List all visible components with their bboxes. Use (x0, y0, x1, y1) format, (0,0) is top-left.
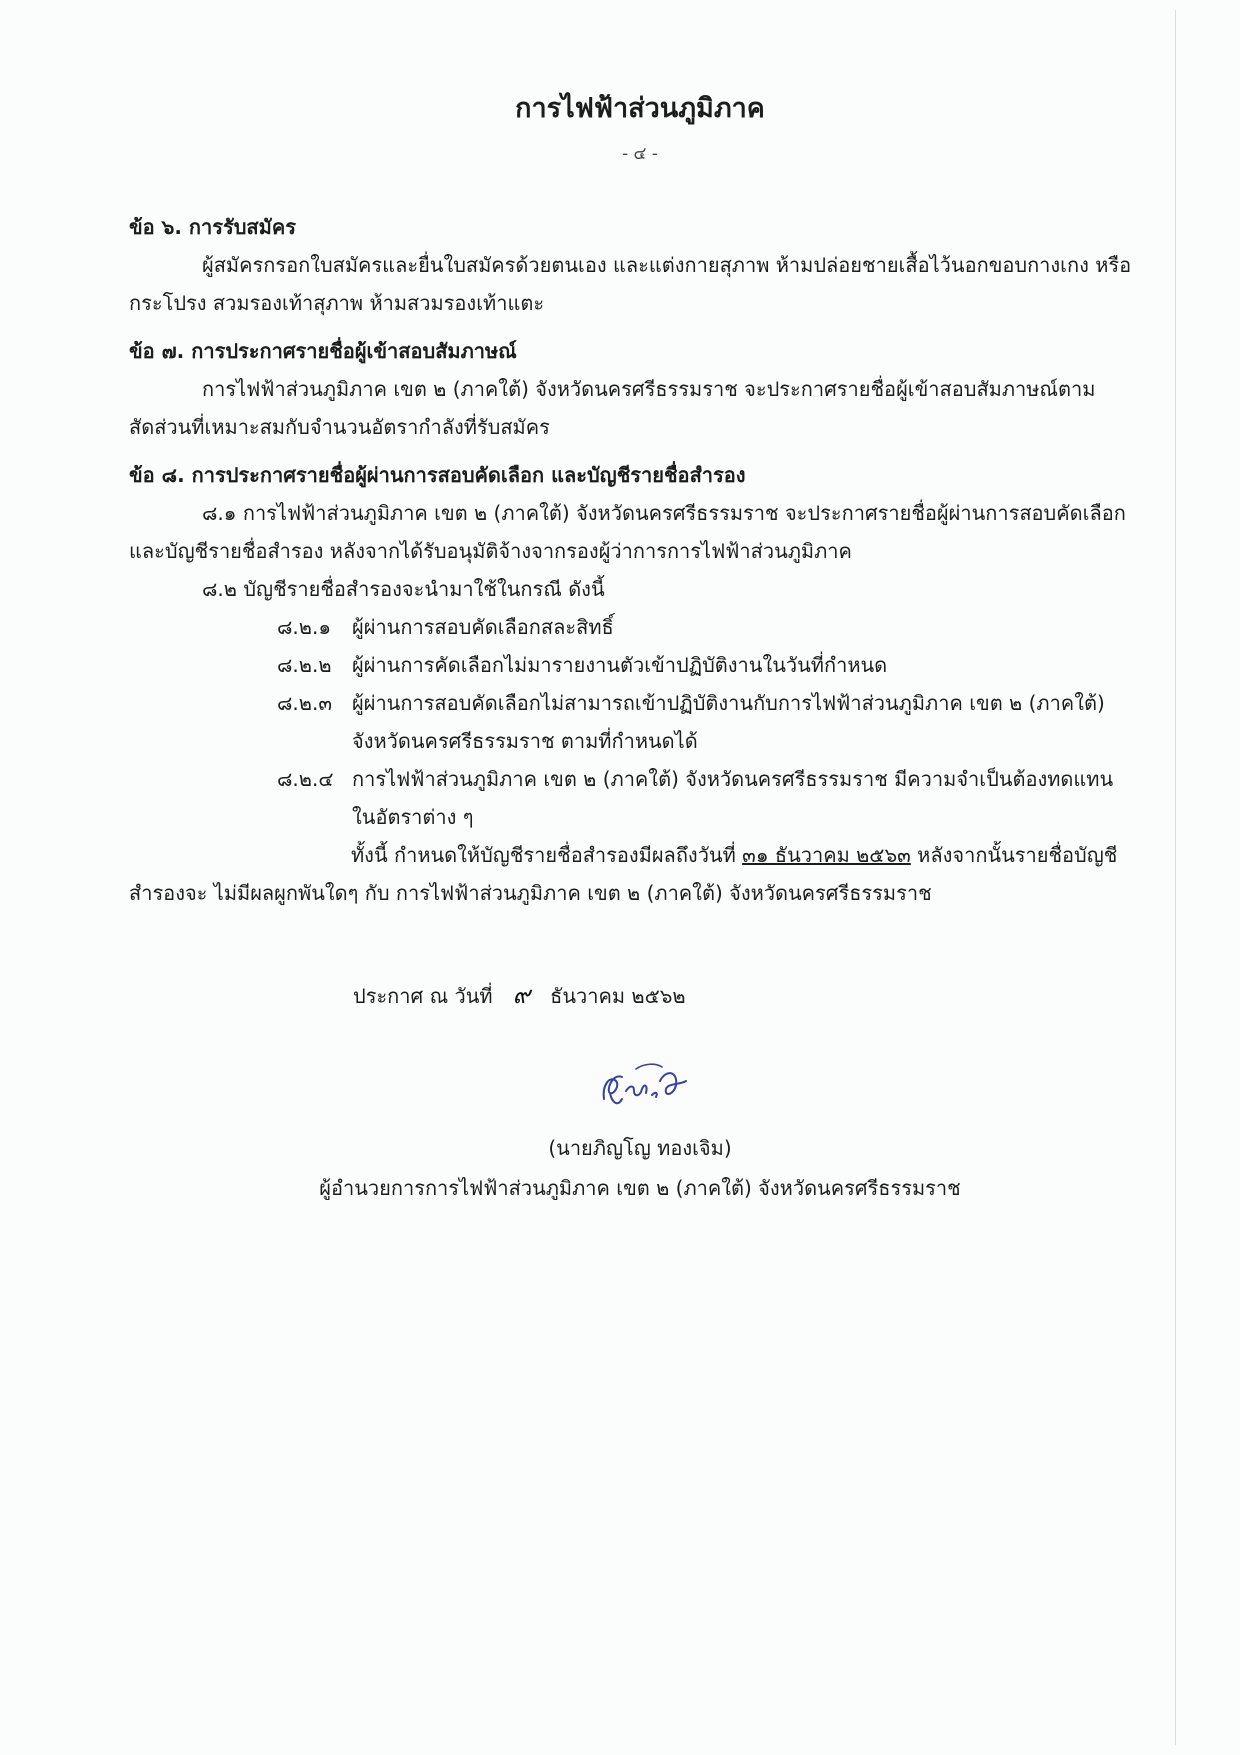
validity-note-start: ทั้งนี้ กำหนดให้บัญชีรายชื่อสำรองมีผลถึงวันที่ (351, 843, 743, 867)
signer-title: ผู้อำนวยการการไฟฟ้าส่วนภูมิภาค เขต ๒ (ภาคใต้) จังหวัดนครศรีธรรมราช (319, 1176, 961, 1200)
handwritten-signature (596, 1055, 696, 1115)
validity-note (129, 836, 1139, 912)
list-item-number: ๘.๒.๒ (277, 653, 332, 677)
announcement-month-year: ธันวาคม ๒๕๖๒ (550, 984, 686, 1008)
validity-date: ๓๑ ธันวาคม ๒๕๖๓ (742, 843, 911, 867)
page-edge-line (1175, 10, 1176, 1745)
section-7-heading: ข้อ ๗. การประกาศรายชื่อผู้เข้าสอบสัมภาษณ์ (129, 339, 517, 363)
section-7-body: การไฟฟ้าส่วนภูมิภาค เขต ๒ (ภาคใต้) จังหวัดนครศรีธรรมราช จะประกาศรายชื่อผู้เข้าสอบสัมภาษณ์ตาม สัดส่วนที่เหมาะสมกับจำนวนอัตรากำลังที่รับสมัคร (129, 377, 1096, 439)
list-item-number: ๘.๒.๓ (277, 691, 332, 715)
page-number: - ๔ - (622, 144, 658, 164)
list-item-number: ๘.๒.๔ (277, 767, 334, 791)
document-body (129, 208, 1139, 912)
section-8-1-body: ๘.๑ การไฟฟ้าส่วนภูมิภาค เขต ๒ (ภาคใต้) จังหวัดนครศรีธรรมราช จะประกาศรายชื่อผู้ผ่านการสอบคัดเลือก และบัญชีรายชื่อสำรอง หลังจากได้รับอนุมัติจ้างจากรองผู้ว่าการการไฟฟ้าส่วนภูมิภาค (129, 501, 1126, 563)
validity-note-end: หลังจากนั้นรายชื่อบัญชีสำรองจะ ไม่มีผลผูกพันใดๆ กับ การไฟฟ้าส่วนภูมิภาค เขต ๒ (ภาคใต้) จังหวัดนครศรีธรรมราช (129, 843, 1118, 905)
section-8-heading: ข้อ ๘. การประกาศรายชื่อผู้ผ่านการสอบคัดเลือก และบัญชีรายชื่อสำรอง (129, 463, 746, 487)
page-title: การไฟฟ้าส่วนภูมิภาค (515, 93, 765, 124)
section-8-2-body: ๘.๒ บัญชีรายชื่อสำรองจะนำมาใช้ในกรณี ดังนี้ (202, 577, 605, 601)
list-item-text: ผู้ผ่านการคัดเลือกไม่มารายงานตัวเข้าปฏิบัติงานในวันที่กำหนด (352, 653, 888, 677)
list-item (129, 608, 1139, 646)
list-item (129, 684, 1139, 760)
signer-name: (นายภิญโญ ทองเจิม) (548, 1136, 732, 1160)
list-item-text: การไฟฟ้าส่วนภูมิภาค เขต ๒ (ภาคใต้) จังหวัดนครศรีธรรมราช มีความจำเป็นต้องทดแทน ในอัตราต่าง ๆ (352, 767, 1114, 829)
announcement-prefix: ประกาศ ณ วันที่ (353, 984, 493, 1008)
list-item (129, 646, 1139, 684)
list-item-text: ผู้ผ่านการสอบคัดเลือกไม่สามารถเข้าปฏิบัติงานกับการไฟฟ้าส่วนภูมิภาค เขต ๒ (ภาคใต้) จังหวัดนครศรีธรรมราช ตามที่กำหนดได้ (352, 691, 1105, 753)
announcement-day: ๙ (512, 981, 531, 1009)
list-item (129, 760, 1139, 836)
list-item-number: ๘.๒.๑ (277, 615, 332, 639)
list-item-text: ผู้ผ่านการสอบคัดเลือกสละสิทธิ์ (352, 615, 614, 639)
section-6-heading: ข้อ ๖. การรับสมัคร (129, 215, 296, 239)
section-6-body: ผู้สมัครกรอกใบสมัครและยื่นใบสมัครด้วยตนเอง และแต่งกายสุภาพ ห้ามปล่อยชายเสื้อไว้นอกขอบกางเกง หรือกระโปรง สวมรองเท้าสุภาพ ห้ามสวมรองเท้าแตะ (129, 253, 1132, 315)
